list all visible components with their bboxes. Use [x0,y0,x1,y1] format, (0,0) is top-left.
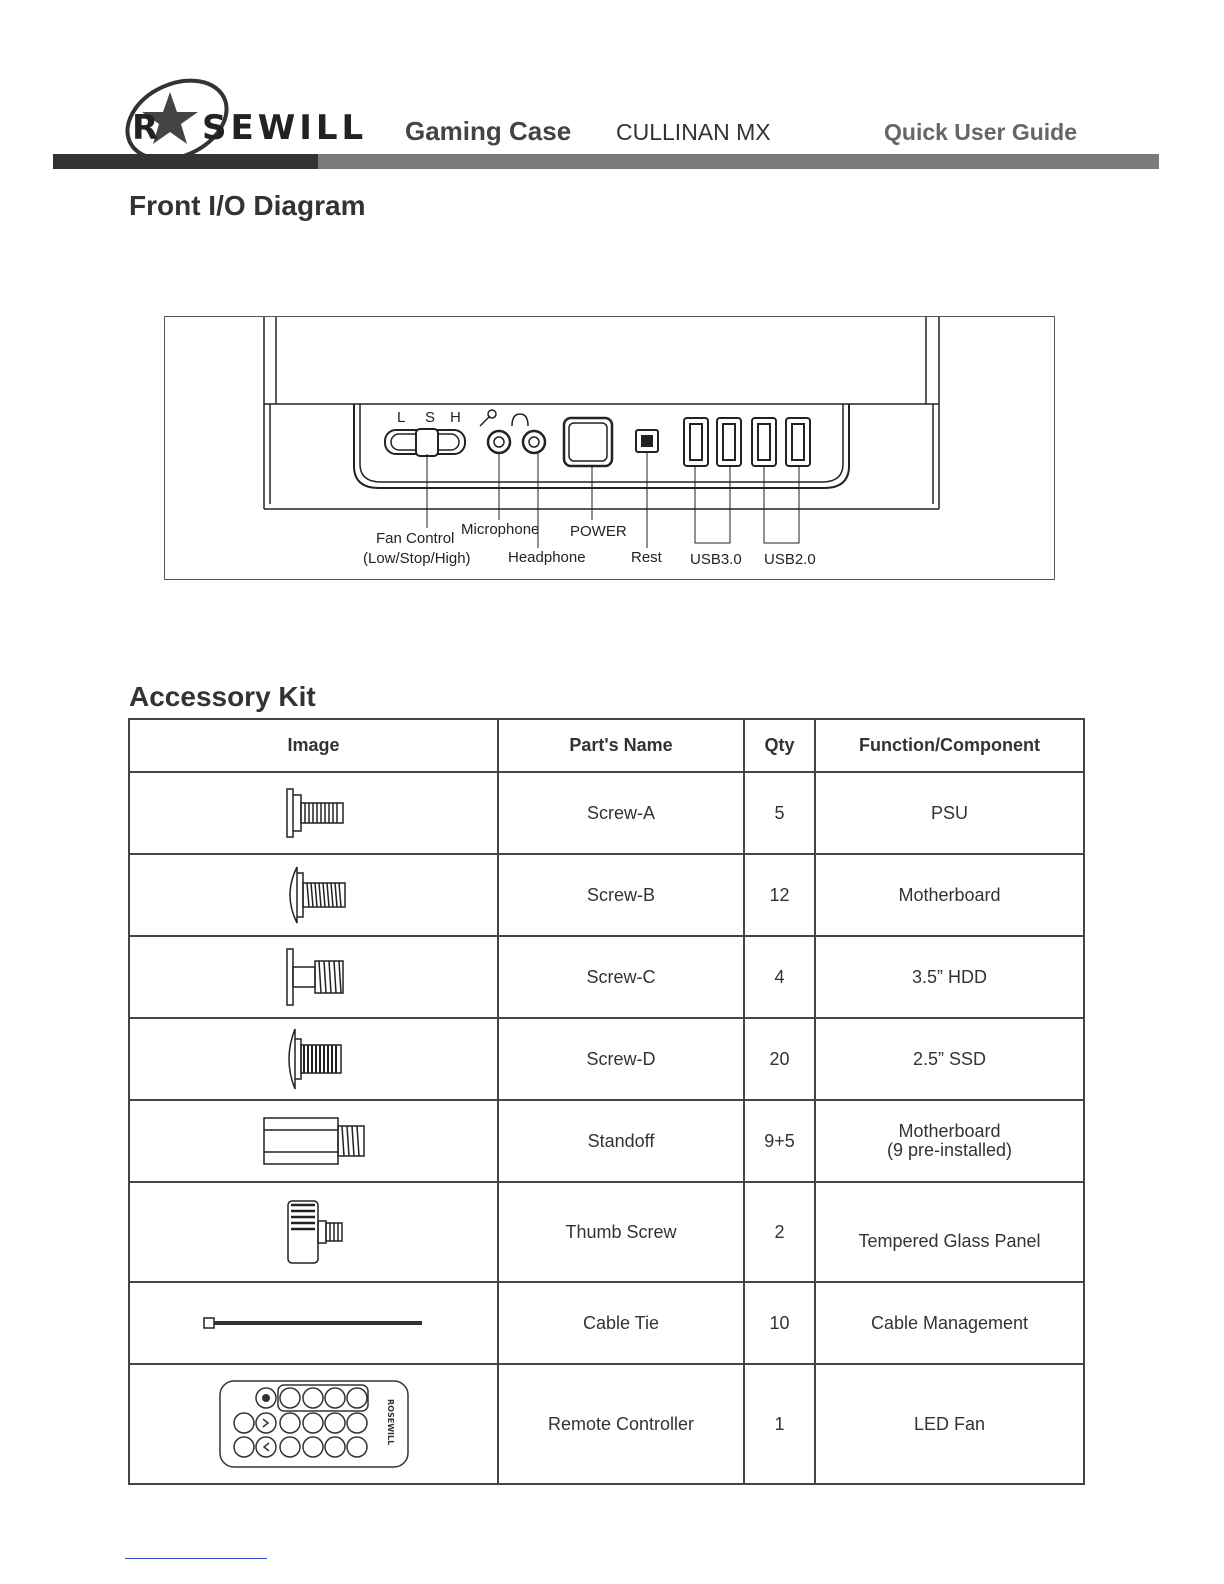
screw-c-icon [279,945,349,1009]
part-image-cell [129,1282,498,1364]
section-title-accessory-kit: Accessory Kit [129,681,316,712]
part-name: Screw-D [498,1018,744,1100]
part-function-note: (9 pre-installed) [886,1140,1013,1160]
screw-d-icon [279,1027,349,1091]
column-header-qty: Qty [744,719,815,772]
label-headphone: Headphone [508,549,586,566]
part-image-cell [129,1018,498,1100]
part-name: Standoff [498,1100,744,1182]
switch-letter-s: S [425,409,436,426]
part-function: PSU [815,772,1084,854]
table-row [129,1018,1084,1100]
switch-letter-l: L [397,409,406,426]
front-io-diagram [164,316,1055,586]
table-header-row [129,719,1084,772]
label-fan-modes: (Low/Stop/High) [363,550,471,567]
svg-text:R: R [132,108,159,148]
screw-b-icon [279,863,349,927]
part-function: Cable Management [815,1282,1084,1364]
label-fan-control: Fan Control [376,530,455,547]
part-qty: 20 [744,1018,815,1100]
table-row [129,1364,1084,1484]
table-row [129,772,1084,854]
thumb-screw-icon [282,1197,346,1267]
part-qty: 1 [744,1364,815,1484]
label-usb2: USB2.0 [764,551,816,568]
part-image-cell [129,1182,498,1282]
header-bar-light [318,154,1159,169]
svg-text:SEWILL: SEWILL [202,108,368,148]
standoff-icon [262,1116,366,1166]
part-function: Motherboard [815,854,1084,936]
part-image-cell [129,1100,498,1182]
table-row [129,854,1084,936]
part-qty: 5 [744,772,815,854]
part-image-cell [129,854,498,936]
part-name: Cable Tie [498,1282,744,1364]
part-function [815,1100,1084,1182]
remote-controller-icon [218,1379,410,1469]
part-qty: 2 [744,1182,815,1282]
label-microphone: Microphone [461,521,540,538]
part-name: Screw-A [498,772,744,854]
part-qty: 9+5 [744,1100,815,1182]
fan-switch-icon [385,429,465,456]
part-image-cell [129,772,498,854]
part-name: Screw-C [498,936,744,1018]
part-function-main: Motherboard [898,1121,1001,1141]
header-bar-dark [53,154,318,169]
remote-brand-text: ROSEWILL [385,1399,395,1446]
table-row [129,1100,1084,1182]
part-function: 2.5” SSD [815,1018,1084,1100]
column-header-part-name: Part's Name [498,719,744,772]
part-image-cell [129,936,498,1018]
table-row [129,1282,1084,1364]
label-reset: Rest [631,549,662,566]
section-title-front-io: Front I/O Diagram [129,190,366,221]
table-row [129,936,1084,1018]
part-qty: 12 [744,854,815,936]
part-function: Tempered Glass Panel [815,1182,1084,1282]
header-product: Gaming Case [405,116,572,146]
switch-letter-h: H [450,409,461,426]
column-header-image: Image [129,719,498,772]
part-function: 3.5” HDD [815,936,1084,1018]
cable-tie-icon [203,1316,425,1330]
part-name: Screw-B [498,854,744,936]
column-header-function: Function/Component [815,719,1084,772]
part-name: Remote Controller [498,1364,744,1484]
footer-line [125,1558,267,1559]
header-model: CULLINAN MX [616,119,771,145]
part-function: LED Fan [815,1364,1084,1484]
part-qty: 4 [744,936,815,1018]
part-qty: 10 [744,1282,815,1364]
accessory-kit-table [128,718,1085,1485]
part-name: Thumb Screw [498,1182,744,1282]
table-row [129,1182,1084,1282]
label-power: POWER [570,523,627,540]
part-image-cell [129,1364,498,1484]
screw-a-icon [279,783,349,843]
header-guide-title: Quick User Guide [884,119,1078,145]
label-usb3: USB3.0 [690,551,742,568]
